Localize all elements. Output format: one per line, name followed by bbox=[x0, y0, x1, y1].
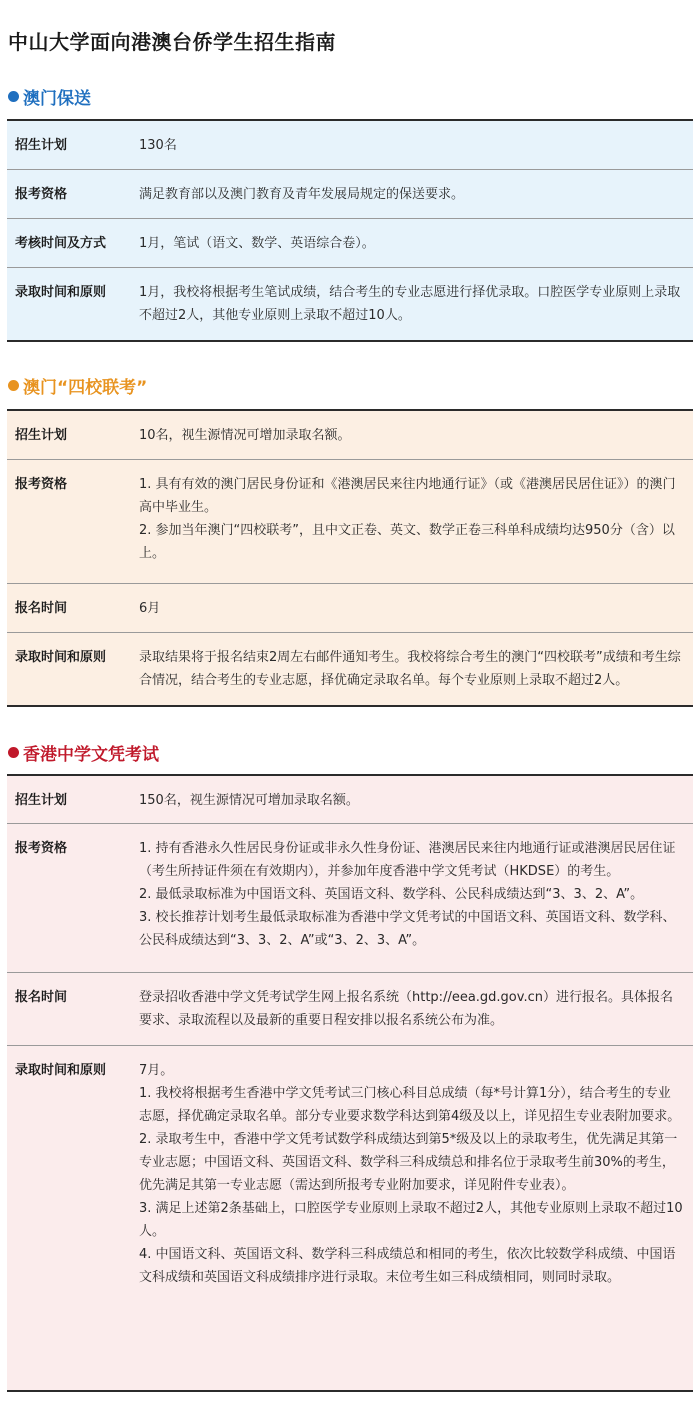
table-row-registration-time bbox=[7, 584, 693, 633]
row-label: 招生计划 bbox=[15, 138, 68, 153]
row-label: 报考资格 bbox=[15, 187, 68, 202]
row-value bbox=[139, 789, 693, 823]
table-row-admission bbox=[7, 633, 693, 705]
row-value bbox=[139, 134, 693, 169]
row-label: 报考资格 bbox=[15, 477, 68, 492]
info-table-macau-joint-exam bbox=[7, 409, 693, 707]
row-value bbox=[139, 183, 693, 218]
table-row-plan bbox=[7, 121, 693, 170]
row-value bbox=[139, 837, 693, 972]
row-value-line: 1. 我校将根据考生香港中学文凭考试三门核心科目总成绩（每*号计算1分），结合考生的专业志愿，择优确定录取名单。部分专业要求数学科达到第4级及以上，详见招生专业表附加要求。 bbox=[139, 1086, 681, 1124]
row-value-line: 3. 校长推荐计划考生最低录取标准为香港中学文凭考试的中国语文科、英国语文科、数学科、公民科成绩达到“3、3、2、A”或“3、2、3、A”。 bbox=[139, 910, 676, 948]
row-value-line: 7月。 bbox=[139, 1063, 174, 1078]
row-label: 报名时间 bbox=[15, 601, 68, 616]
row-value-line: 满足教育部以及澳门教育及青年发展局规定的保送要求。 bbox=[139, 187, 465, 202]
row-label: 招生计划 bbox=[15, 793, 68, 808]
row-value bbox=[139, 424, 693, 459]
page-title: 中山大学面向港澳台侨学生招生指南 bbox=[8, 30, 336, 54]
row-label: 录取时间和原则 bbox=[15, 650, 107, 665]
section-title-macau-recommendation bbox=[8, 84, 91, 109]
table-row-plan bbox=[7, 776, 693, 824]
row-label: 录取时间和原则 bbox=[15, 285, 107, 300]
row-value-line: 150名，视生源情况可增加录取名额。 bbox=[139, 793, 359, 808]
row-value-line: 登录招收香港中学文凭考试学生网上报名系统（http://eea.gd.gov.cn）进行报名。具体报名要求、录取流程以及最新的重要日程安排以报名系统公布为准。 bbox=[139, 990, 673, 1028]
table-row-registration-time bbox=[7, 973, 693, 1046]
table-row-exam-time bbox=[7, 219, 693, 268]
info-table-hkdse bbox=[7, 774, 693, 1392]
row-value-line: 10名，视生源情况可增加录取名额。 bbox=[139, 428, 351, 443]
row-label: 招生计划 bbox=[15, 428, 68, 443]
row-label: 录取时间和原则 bbox=[15, 1063, 107, 1078]
row-value-line: 1月，笔试（语文、数学、英语综合卷）。 bbox=[139, 236, 375, 251]
row-value-line: 3. 满足上述第2条基础上，口腔医学专业原则上录取不超过2人，其他专业原则上录取不超过10人。 bbox=[139, 1201, 683, 1239]
section-title-text: 澳门保送 bbox=[23, 89, 91, 109]
section-title-text: 澳门“四校联考” bbox=[23, 378, 148, 398]
table-row-eligibility bbox=[7, 460, 693, 584]
row-value-line: 130名 bbox=[139, 138, 177, 153]
row-value-line: 1月，我校将根据考生笔试成绩，结合考生的专业志愿进行择优录取。口腔医学专业原则上录取不超过2人，其他专业原则上录取不超过10人。 bbox=[139, 285, 681, 323]
row-value-line: 4. 中国语文科、英国语文科、数学科三科成绩总和相同的考生，依次比较数学科成绩、中国语文科成绩和英国语文科成绩排序进行录取。末位考生如三科成绩相同，则同时录取。 bbox=[139, 1247, 676, 1285]
row-value bbox=[139, 232, 693, 267]
bullet-dot-icon bbox=[8, 380, 19, 391]
table-row-admission bbox=[7, 268, 693, 340]
section-title-macau-joint-exam bbox=[8, 373, 147, 398]
row-value bbox=[139, 597, 693, 632]
row-value-line: 1. 具有有效的澳门居民身份证和《港澳居民来往内地通行证》（或《港澳居民居住证》）的澳门高中毕业生。 bbox=[139, 477, 676, 515]
row-value-line: 2. 参加当年澳门“四校联考”，且中文正卷、英文、数学正卷三科单科成绩均达950分（含）以上。 bbox=[139, 523, 675, 561]
section-title-text: 香港中学文凭考试 bbox=[23, 745, 159, 765]
table-row-plan bbox=[7, 411, 693, 460]
bullet-dot-icon bbox=[8, 747, 19, 758]
section-title-hkdse bbox=[8, 740, 159, 765]
info-table-macau-recommendation bbox=[7, 119, 693, 342]
row-value-line: 1. 持有香港永久性居民身份证或非永久性身份证、港澳居民来往内地通行证或港澳居民居住证（考生所持证件须在有效期内），并参加年度香港中学文凭考试（HKDSE）的考生。 bbox=[139, 841, 676, 879]
table-row-eligibility bbox=[7, 170, 693, 219]
row-label: 报名时间 bbox=[15, 990, 68, 1005]
row-value-line: 6月 bbox=[139, 601, 161, 616]
row-value-line: 2. 最低录取标准为中国语文科、英国语文科、数学科、公民科成绩达到“3、3、2、A”。 bbox=[139, 887, 644, 902]
row-value-line: 录取结果将于报名结束2周左右邮件通知考生。我校将综合考生的澳门“四校联考”成绩和考生综合情况，结合考生的专业志愿，择优确定录取名单。每个专业原则上录取不超过2人。 bbox=[139, 650, 681, 688]
table-row-admission bbox=[7, 1046, 693, 1390]
row-value bbox=[139, 281, 693, 340]
row-value bbox=[139, 646, 693, 705]
row-label: 报考资格 bbox=[15, 841, 68, 856]
row-value bbox=[139, 986, 693, 1045]
row-label: 考核时间及方式 bbox=[15, 236, 107, 251]
row-value bbox=[139, 1059, 693, 1390]
row-value-line: 2. 录取考生中，香港中学文凭考试数学科成绩达到第5*级及以上的录取考生，优先满足其第一专业志愿；中国语文科、英国语文科、数学科三科成绩总和排名位于录取考生前30%的考生，优先满足其第一专业志愿（需达到所报考专业附加要求，详见附件专业表）。 bbox=[139, 1132, 678, 1193]
row-value bbox=[139, 473, 693, 583]
bullet-dot-icon bbox=[8, 91, 19, 102]
table-row-eligibility bbox=[7, 824, 693, 973]
